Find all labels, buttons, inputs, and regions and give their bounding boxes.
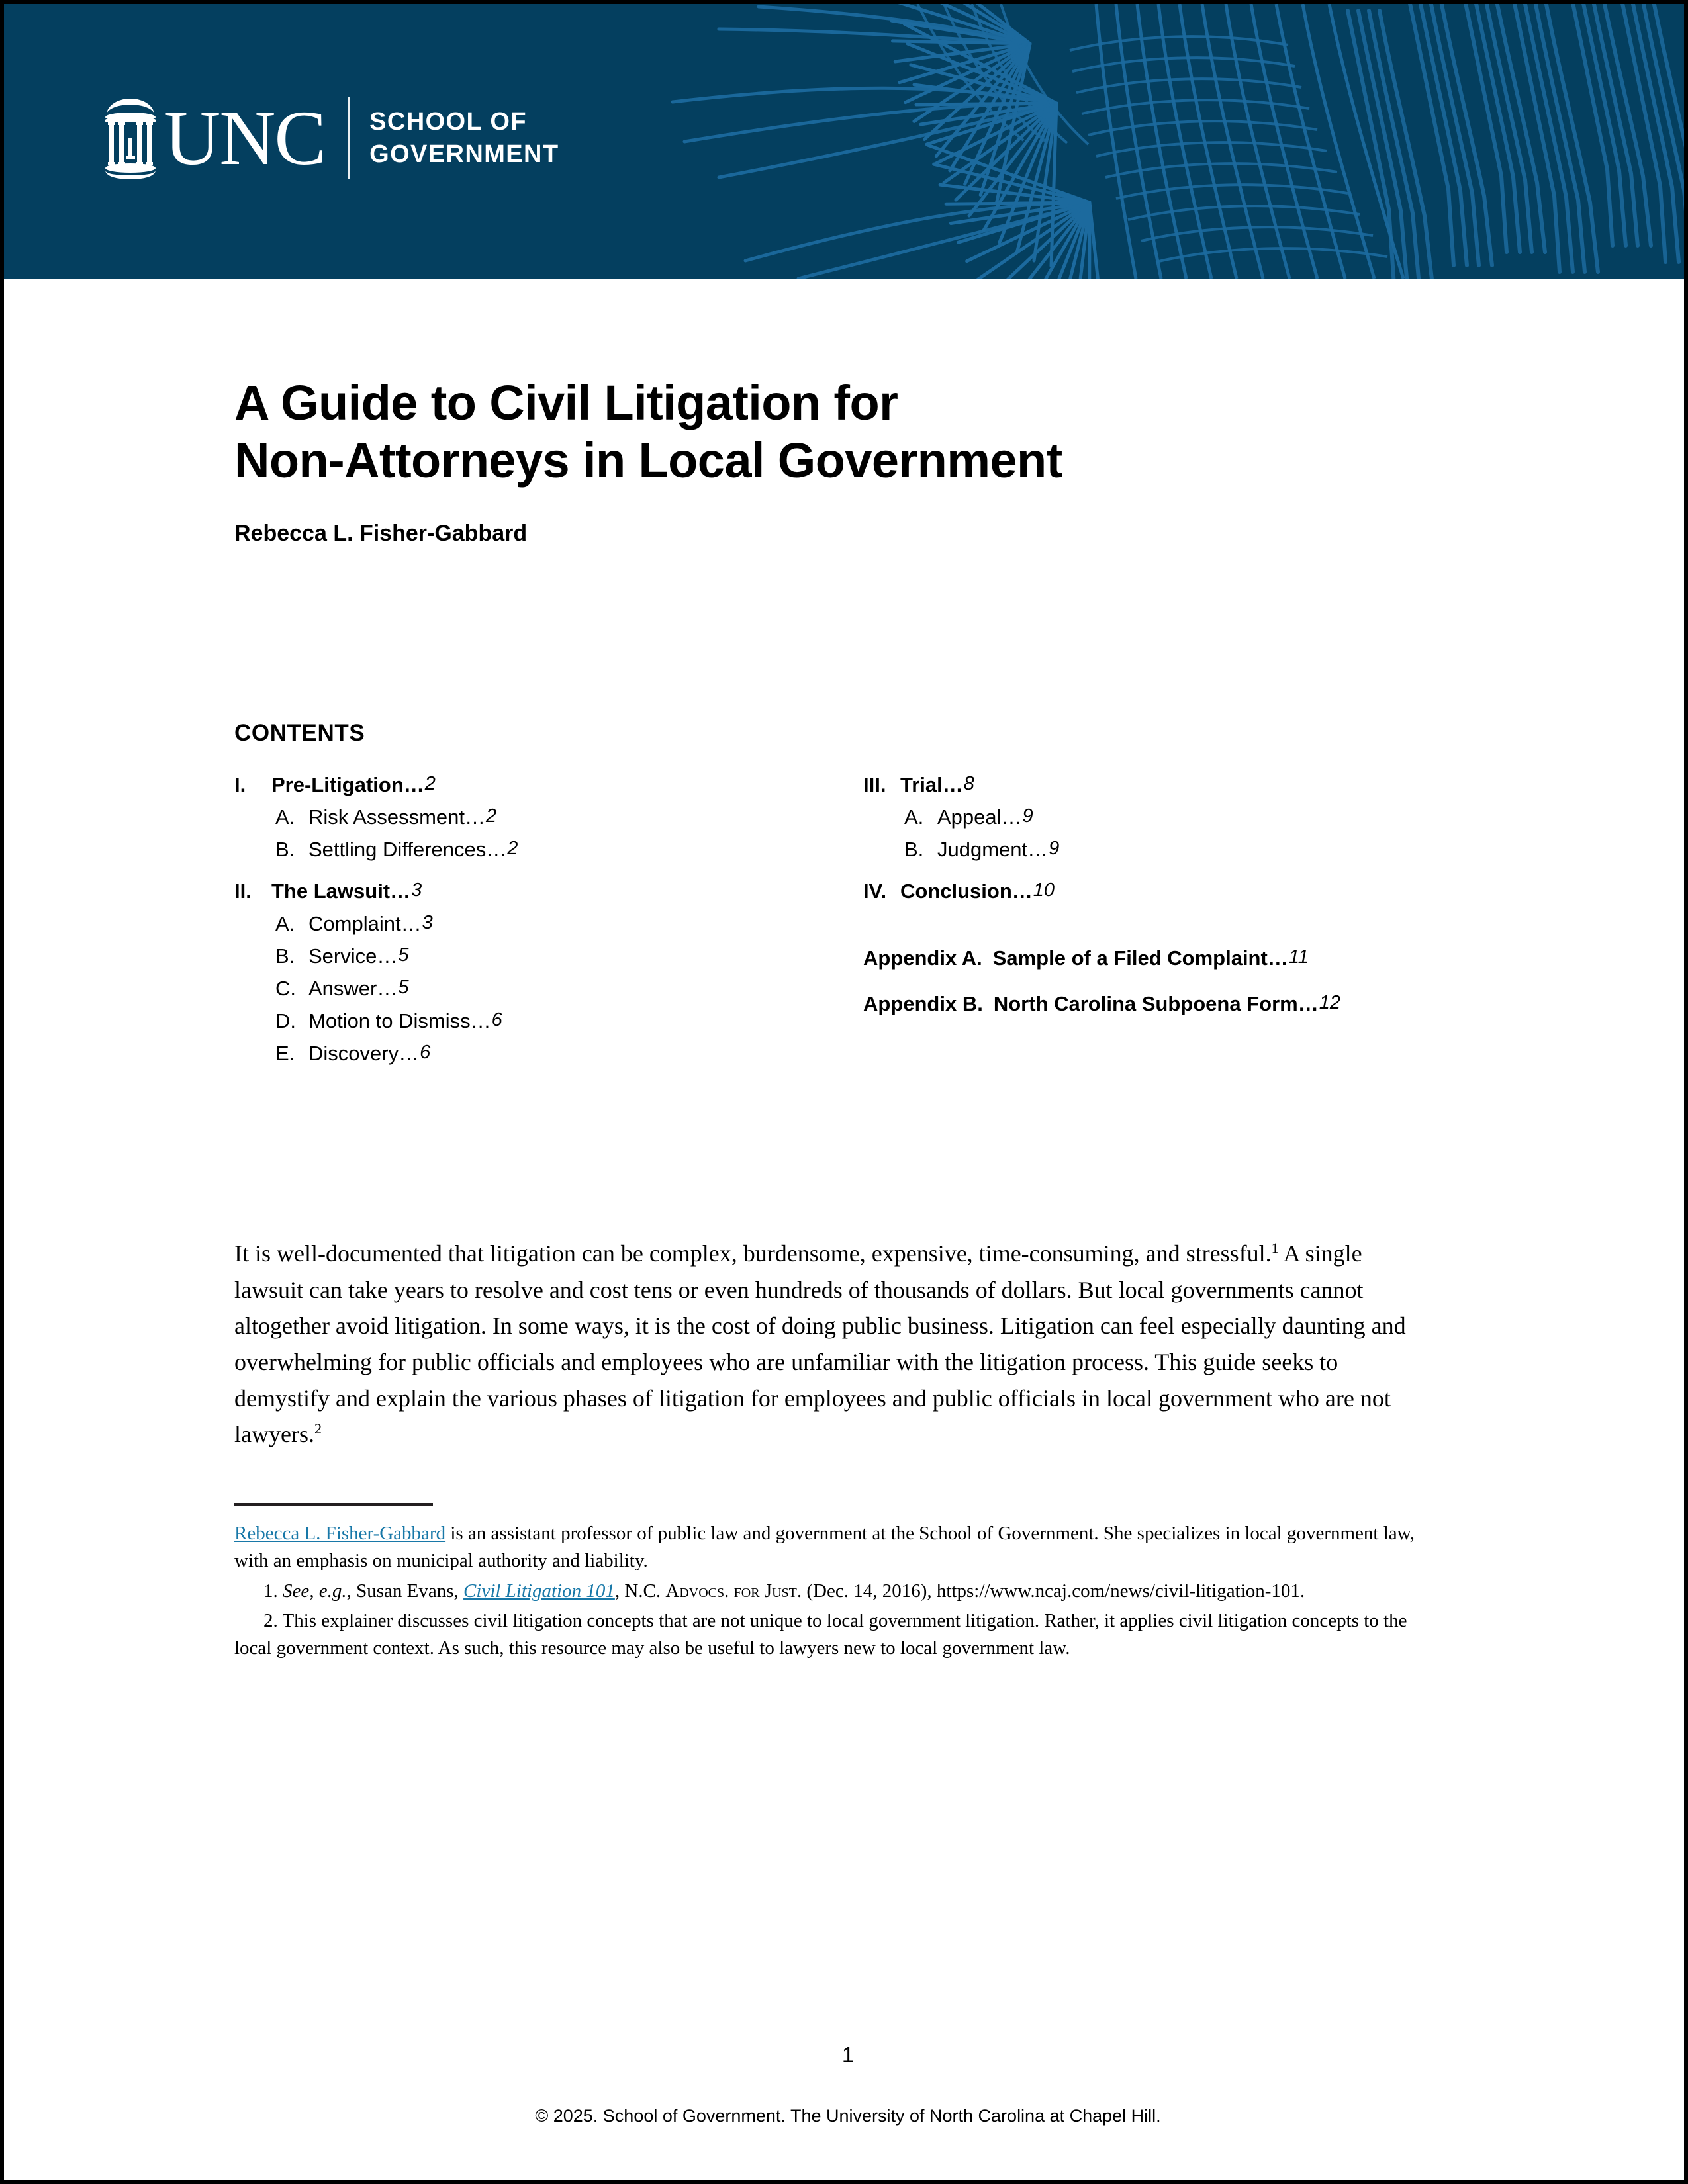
toc-item[interactable] [234, 801, 804, 834]
footnote-1-title-link[interactable]: Civil Litigation 101 [463, 1580, 615, 1602]
footnote-1-source-prefix: , N.C. [614, 1580, 666, 1602]
toc-leader-dots: … [1267, 946, 1289, 970]
toc-leader-dots: … [400, 912, 422, 936]
intro-paragraph [234, 1236, 1436, 1453]
toc-leader-dots: … [1027, 838, 1049, 862]
toc-item[interactable] [234, 908, 804, 940]
toc-leader-dots: … [465, 805, 487, 829]
toc-item-label: Discovery [308, 1041, 399, 1065]
toc-appendix-key: Appendix B. [863, 992, 983, 1015]
unit-line-1: SCHOOL OF [369, 107, 527, 136]
toc-item-page: 2 [424, 773, 436, 795]
footnote-1-tail: (Dec. 14, 2016), https://www.ncaj.com/news/civil-litigation-101. [802, 1580, 1305, 1602]
toc-leader-dots: … [1011, 880, 1033, 903]
toc-leader-dots: … [390, 880, 412, 903]
toc-item-number: A. [904, 805, 924, 829]
toc-item-number: A. [275, 912, 295, 936]
page-content [234, 375, 1436, 1664]
footnote-separator-rule [234, 1503, 433, 1506]
toc-item-number: A. [275, 805, 295, 829]
toc-item-number: II. [234, 880, 252, 903]
unit-line-2: GOVERNMENT [369, 140, 559, 168]
toc-item-label: Motion to Dismiss [308, 1009, 471, 1032]
footnote-ref-2[interactable]: 2 [314, 1420, 322, 1437]
footnotes-block [234, 1520, 1436, 1662]
contents-heading: CONTENTS [234, 720, 365, 747]
toc-item-label: Risk Assessment [308, 805, 465, 829]
toc-item-page: 9 [1049, 838, 1060, 860]
toc-right-column [863, 769, 1432, 1070]
page-title-line-2: Non-Attorneys in Local Government [234, 432, 1062, 488]
toc-item-label: Trial [900, 773, 943, 797]
toc-appendix-page: 12 [1319, 992, 1340, 1013]
toc-item-page: 5 [398, 976, 409, 998]
footnote-2-marker: 2. [263, 1610, 278, 1631]
footnote-1-signal: See, e.g. [283, 1580, 347, 1602]
toc-item-label: Complaint [308, 912, 401, 936]
toc-appendix-item[interactable] [863, 988, 1432, 1021]
toc-item-number: B. [275, 944, 295, 968]
intro-paragraph-part-2: A single lawsuit can take years to resolve and cost tens or even hundreds of thousands of dollars. But local governments cannot altogether avoid litigation. In some ways, it is the cost of doing public business. Litigation can feel especially daunting and overwhelming for public officials and employees who are unfamiliar with the litigation process. This guide seeks to demystify and explain the various phases of litigation for employees and public officials in local government who are not lawyers. [234, 1240, 1406, 1448]
toc-leader-dots: … [486, 838, 508, 862]
toc-leader-dots: … [942, 773, 964, 797]
toc-item[interactable] [234, 834, 804, 866]
toc-item-label: Settling Differences [308, 838, 487, 862]
toc-item[interactable] [234, 769, 804, 801]
footnote-ref-1[interactable]: 1 [1271, 1239, 1279, 1256]
toc-leader-dots: … [1297, 992, 1319, 1015]
toc-appendix-label: Sample of a Filed Complaint [992, 946, 1268, 970]
toc-leader-dots: … [1001, 805, 1023, 829]
toc-item-page: 5 [398, 944, 409, 966]
palm-frond-pattern-icon [633, 4, 1688, 279]
toc-leader-dots: … [399, 1041, 420, 1065]
footnote-1 [234, 1578, 1436, 1605]
toc-item-page: 9 [1022, 805, 1033, 827]
toc-item[interactable] [234, 1038, 804, 1070]
toc-item[interactable] [234, 940, 804, 973]
toc-item-page: 8 [963, 773, 974, 795]
toc-item[interactable] [863, 801, 1432, 834]
toc-item-number: III. [863, 773, 886, 797]
toc-item-number: B. [275, 838, 295, 862]
toc-leader-dots: … [470, 1009, 492, 1032]
toc-leader-dots: … [377, 944, 399, 968]
toc-item-label: Judgment [937, 838, 1028, 862]
toc-item-label: Pre-Litigation [271, 773, 404, 797]
header-banner [4, 4, 1688, 279]
toc-item[interactable] [863, 834, 1432, 866]
page-title-line-1: A Guide to Civil Litigation for [234, 375, 898, 430]
toc-item-number: D. [275, 1009, 296, 1032]
toc-item-page: 3 [422, 912, 433, 934]
toc-item-number: B. [904, 838, 924, 862]
footnote-1-after-signal: , Susan Evans, [346, 1580, 464, 1602]
toc-item-number: C. [275, 976, 296, 1000]
toc-item-page: 2 [507, 838, 518, 860]
logo-divider [348, 97, 350, 179]
toc-appendix-label: North Carolina Subpoena Form [993, 992, 1298, 1015]
unc-sog-logo [102, 89, 559, 188]
toc-leader-dots: … [377, 976, 399, 1000]
footnote-2-text: This explainer discusses civil litigation concepts that are not unique to local government litigation. Rather, it applies civil litigation concepts to the local government context. As such, this resource may also be useful to lawyers new to local government law. [234, 1610, 1407, 1659]
toc-item-number: E. [275, 1041, 295, 1065]
toc-item-page: 10 [1033, 880, 1055, 901]
toc-item-page: 2 [486, 805, 497, 827]
toc-leader-dots: … [403, 773, 425, 797]
toc-item[interactable] [863, 769, 1432, 801]
author-bio-text: is an assistant professor of public law and government at the School of Government. She specializes in local government law, with an emphasis on municipal authority and liability. [234, 1523, 1415, 1572]
school-of-government-wordmark [369, 106, 559, 171]
toc-item-page: 6 [420, 1041, 431, 1063]
toc-item-page: 6 [491, 1009, 502, 1030]
toc-item-label: Appeal [937, 805, 1002, 829]
toc-left-column [234, 769, 804, 1070]
toc-appendix-key: Appendix A. [863, 946, 982, 970]
old-well-rotunda-icon [102, 97, 159, 179]
table-of-contents [234, 769, 1436, 1070]
toc-item-label: The Lawsuit [271, 880, 391, 903]
toc-item[interactable] [234, 1005, 804, 1038]
unc-wordmark: UNC [164, 95, 326, 181]
page-number: 1 [841, 2042, 855, 2067]
page-title [234, 375, 1436, 489]
toc-item[interactable] [234, 973, 804, 1005]
copyright-notice: © 2025. School of Government. The University of North Carolina at Chapel Hill. [535, 2106, 1161, 2126]
toc-item-label: Conclusion [900, 880, 1012, 903]
toc-item-label: Answer [308, 976, 377, 1000]
toc-appendix-item[interactable] [863, 942, 1432, 975]
footnote-1-source-smallcaps: Advocs. for Just. [665, 1580, 802, 1602]
toc-item[interactable] [863, 876, 1432, 908]
footnote-2 [234, 1608, 1436, 1662]
author-bio-footnote [234, 1520, 1436, 1574]
author-bio-link[interactable]: Rebecca L. Fisher-Gabbard [234, 1523, 446, 1545]
footnote-1-marker: 1. [263, 1580, 278, 1602]
toc-item-number: I. [234, 773, 246, 797]
toc-item[interactable] [234, 876, 804, 908]
author-name: Rebecca L. Fisher-Gabbard [234, 521, 528, 547]
toc-appendix-page: 11 [1288, 946, 1309, 968]
toc-item-number: IV. [863, 880, 887, 903]
toc-item-page: 3 [411, 880, 422, 901]
toc-item-label: Service [308, 944, 377, 968]
intro-paragraph-part-1: It is well-documented that litigation can be complex, burdensome, expensive, time-consuming, and stressful. [234, 1240, 1272, 1267]
